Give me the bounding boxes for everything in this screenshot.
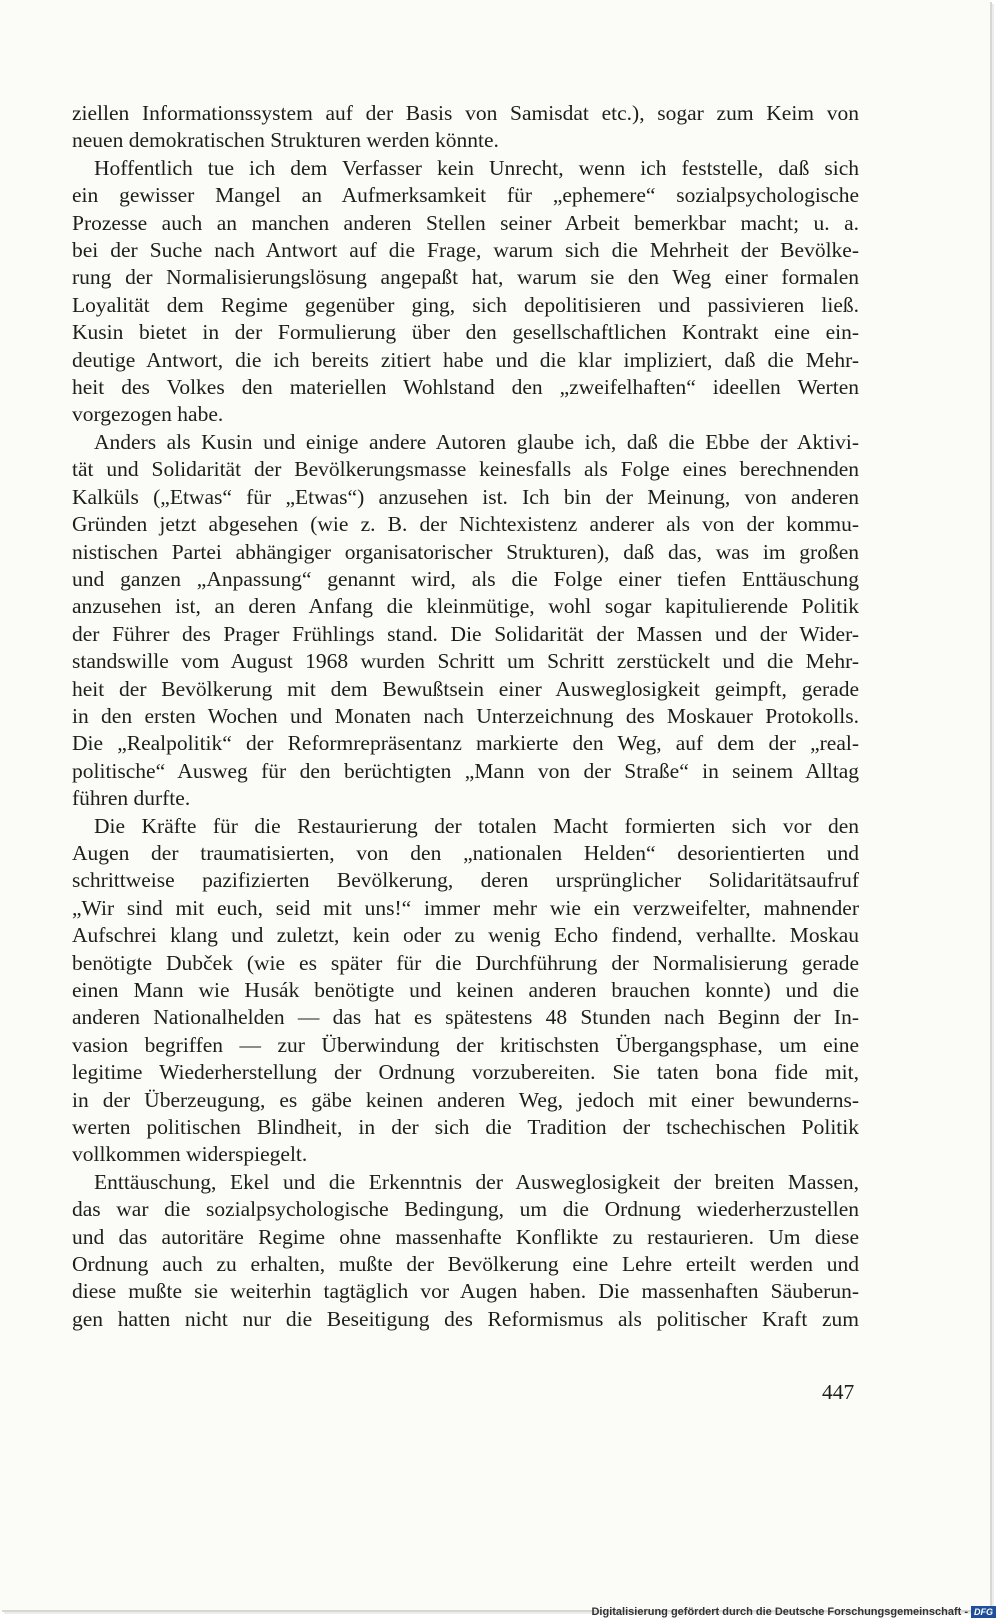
text-line: Gründen jetzt abgesehen (wie z. B. der Nichtexistenz anderer als von der kommu-	[72, 512, 859, 537]
paragraph	[72, 813, 859, 1169]
paragraph	[72, 155, 859, 429]
text-line: deutige Antwort, die ich bereits zitiert habe und die klar impliziert, daß die Mehr-	[72, 347, 859, 372]
text-line: Die Kräfte für die Restaurierung der totalen Macht formierten sich vor den	[94, 813, 859, 838]
text-line: Die „Realpolitik“ der Reformrepräsentanz markierte den Weg, auf dem der „real-	[72, 731, 859, 756]
text-line: vollkommen widerspiegelt.	[72, 1142, 308, 1167]
paragraph	[72, 100, 859, 155]
digitization-footer	[591, 1606, 996, 1618]
paragraph	[72, 1169, 859, 1333]
text-line: in der Überzeugung, es gäbe keinen anderen Weg, jedoch mit einer bewunderns-	[72, 1087, 859, 1112]
text-line: standswille vom August 1968 wurden Schritt um Schritt zerstückelt und die Mehr-	[72, 649, 859, 674]
text-line: anderen Nationalhelden — das hat es spätestens 48 Stunden nach Beginn der In-	[72, 1005, 859, 1030]
text-line: benötigte Dubček (wie es später für die Durchführung der Normalisierung gerade	[72, 950, 859, 975]
text-line: das war die sozialpsychologische Bedingung, um die Ordnung wiederherzustellen	[72, 1197, 859, 1222]
text-line: Hoffentlich tue ich dem Verfasser kein Unrecht, wenn ich feststelle, daß sich	[94, 155, 859, 180]
text-line: führen durfte.	[72, 786, 191, 811]
text-line: Augen der traumatisierten, von den „nationalen Helden“ desorientierten und	[72, 840, 859, 865]
text-line: rung der Normalisierungslösung angepaßt hat, warum sie den Weg einer formalen	[72, 265, 859, 290]
text-line: Loyalität dem Regime gegenüber ging, sich depolitisieren und passivieren ließ.	[72, 292, 859, 317]
text-line: Enttäuschung, Ekel und die Erkenntnis der Ausweglosigkeit der breiten Massen,	[94, 1169, 859, 1194]
text-line: und ganzen „Anpassung“ genannt wird, als die Folge einer tiefen Enttäuschung	[72, 566, 859, 591]
text-line: bei der Suche nach Antwort auf die Frage, warum sich die Mehrheit der Bevölke-	[72, 238, 859, 263]
text-line: anzusehen ist, an deren Anfang die kleinmütige, wohl sogar kapitulierende Politik	[72, 594, 859, 619]
text-line: neuen demokratischen Strukturen werden könnte.	[72, 128, 499, 153]
text-line: Aufschrei klang und zuletzt, kein oder zu wenig Echo findend, verhallte. Moskau	[72, 923, 859, 948]
dfg-logo: DFG	[971, 1606, 996, 1618]
text-line: heit des Volkes den materiellen Wohlstand den „zweifelhaften“ ideellen Werten	[72, 375, 859, 400]
text-line: Ordnung auch zu erhalten, mußte der Bevölkerung eine Lehre erteilt werden und	[72, 1252, 859, 1277]
text-line: nistischen Partei abhängiger organisatorischer Strukturen), daß das, was im großen	[72, 539, 859, 564]
text-line: tät und Solidarität der Bevölkerungsmasse keinesfalls als Folge eines berechnenden	[72, 457, 859, 482]
text-line: Prozesse auch an manchen anderen Stellen seiner Arbeit bemerkbar macht; u. a.	[72, 210, 859, 235]
text-line: vasion begriffen — zur Überwindung der kritischsten Übergangsphase, um eine	[72, 1032, 859, 1057]
text-line: der Führer des Prager Frühlings stand. Die Solidarität der Massen und der Wider-	[72, 621, 859, 646]
text-line: vorgezogen habe.	[72, 402, 224, 427]
body-text	[72, 100, 859, 1333]
paragraph	[72, 429, 859, 813]
text-line: ziellen Informationssystem auf der Basis von Samisdat etc.), sogar zum Keim von	[72, 101, 859, 125]
text-line: „Wir sind mit euch, seid mit uns!“ immer mehr wie ein verzweifelter, mahnender	[72, 895, 859, 920]
text-line: Kalküls („Etwas“ für „Etwas“) anzusehen ist. Ich bin der Meinung, von anderen	[72, 484, 859, 509]
text-line: in den ersten Wochen und Monaten nach Unterzeichnung des Moskauer Protokolls.	[72, 703, 859, 728]
page-number: 447	[822, 1380, 855, 1404]
text-line: legitime Wiederherstellung der Ordnung vorzubereiten. Sie taten bona fide mit,	[72, 1060, 859, 1085]
text-line: werten politischen Blindheit, in der sich die Tradition der tschechischen Politik	[72, 1115, 859, 1140]
text-line: ein gewisser Mangel an Aufmerksamkeit für „ephemere“ sozialpsychologische	[72, 183, 859, 208]
text-line: Kusin bietet in der Formulierung über den gesellschaftlichen Kontrakt eine ein-	[72, 320, 859, 345]
text-line: gen hatten nicht nur die Beseitigung des Reformismus als politischer Kraft zum	[72, 1306, 859, 1331]
text-line: heit der Bevölkerung mit dem Bewußtsein einer Ausweglosigkeit geimpft, gerade	[72, 676, 859, 701]
text-line: diese mußte sie weiterhin tagtäglich vor Augen haben. Die massenhaften Säuberun-	[72, 1279, 859, 1304]
footer-text: Digitalisierung gefördert durch die Deutsche Forschungsgemeinschaft -	[591, 1606, 968, 1618]
text-line: Anders als Kusin und einige andere Autoren glaube ich, daß die Ebbe der Aktivi-	[94, 429, 859, 454]
text-line: und das autoritäre Regime ohne massenhafte Konflikte zu restaurieren. Um diese	[72, 1224, 859, 1249]
text-line: politische“ Ausweg für den berüchtigten „Mann von der Straße“ in seinem Alltag	[72, 758, 859, 783]
text-line: schrittweise pazifizierten Bevölkerung, deren ursprünglicher Solidaritätsaufruf	[72, 868, 859, 893]
text-line: einen Mann wie Husák benötigte und keinen anderen brauchen konnte) und die	[72, 978, 859, 1002]
